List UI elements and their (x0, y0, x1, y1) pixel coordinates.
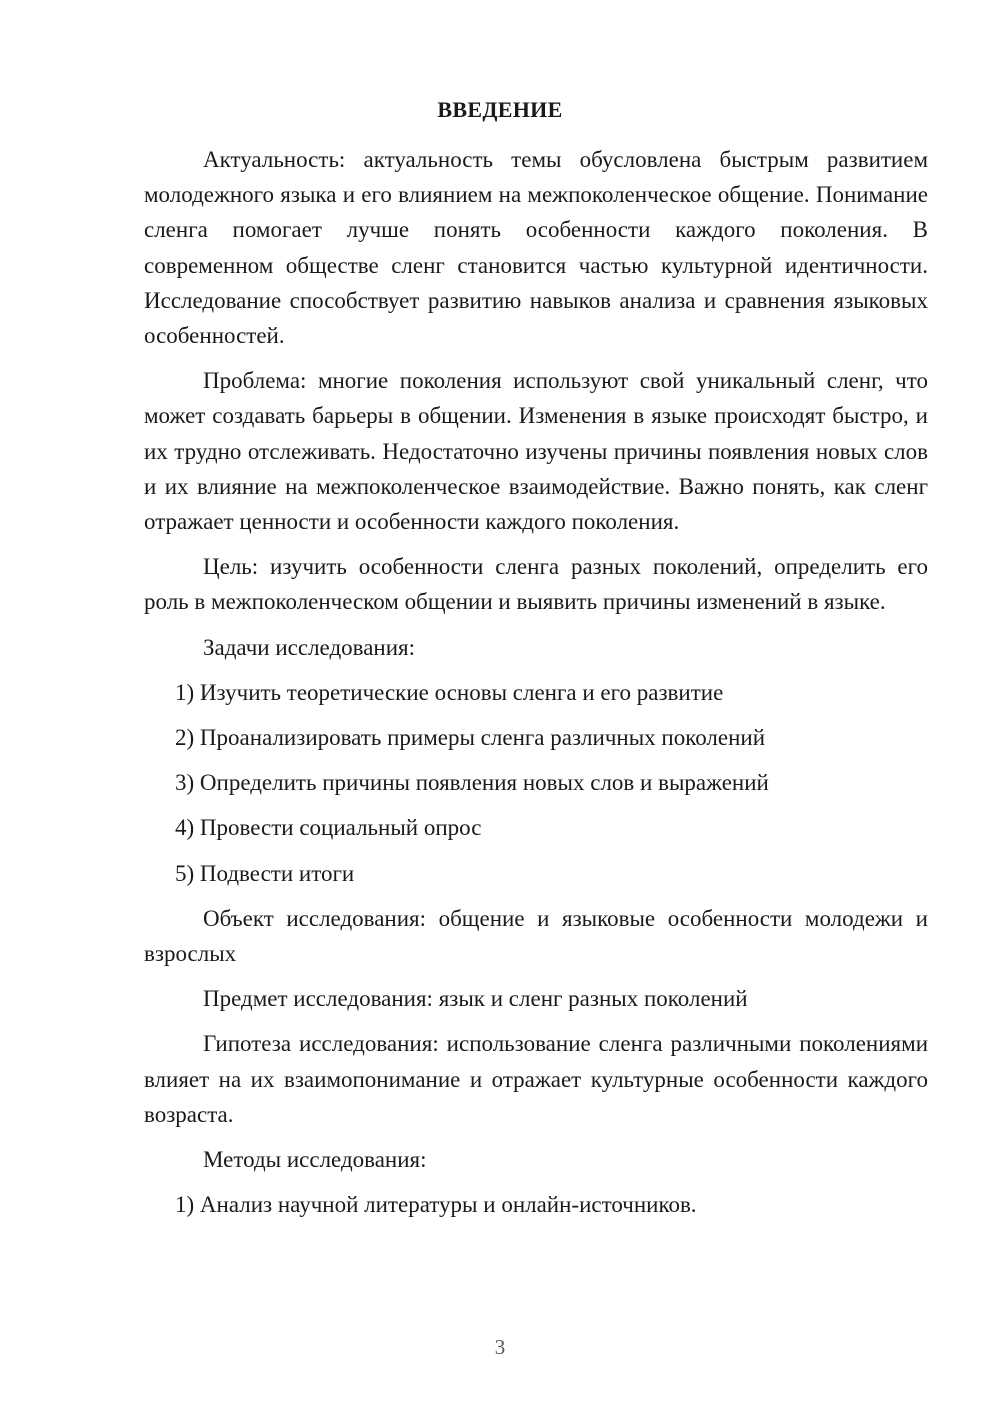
page-number: 3 (494, 1335, 506, 1359)
page-heading: ВВЕДЕНИЕ (437, 97, 563, 122)
tasks-title: Задачи исследования: (203, 634, 416, 660)
task-item: 1) Изучить теоретические основы сленга и его развитие (175, 679, 724, 705)
hypothesis-paragraph: Гипотеза исследования: использование сленга различными поколениями влияет на их взаимопонимание и отражает культурные особенности каждого возраста. (144, 1031, 928, 1127)
object-paragraph: Объект исследования: общение и языковые особенности молодежи и взрослых (144, 905, 928, 967)
relevance-paragraph: Актуальность: актуальность темы обусловлена быстрым развитием молодежного языка и его влиянием на межпоколенческое общение. Понимание сленга помогает лучше понять особенности каждого поколения. В современном обществе сленг становится частью культурной идентичности. Исследование способствует развитию навыков анализа и сравнения языковых особенностей. (144, 147, 928, 349)
tasks-list (144, 675, 928, 891)
methods-list (144, 1187, 928, 1222)
document-body (144, 142, 928, 1232)
goal-paragraph: Цель: изучить особенности сленга разных поколений, определить его роль в межпоколенческом общении и выявить причины изменений в языке. (144, 554, 928, 615)
task-item: 4) Провести социальный опрос (175, 815, 482, 841)
task-item: 2) Проанализировать примеры сленга различных поколений (175, 725, 766, 751)
methods-title: Методы исследования: (203, 1147, 427, 1173)
method-item: 1) Анализ научной литературы и онлайн-источников. (175, 1192, 697, 1218)
task-item: 5) Подвести итоги (175, 860, 355, 886)
problem-paragraph: Проблема: многие поколения используют свой уникальный сленг, что может создавать барьеры в общении. Изменения в языке происходят быстро, и их трудно отслеживать. Недостаточно изучены причины появления новых слов и их влияние на межпоколенческое взаимодействие. Важно понять, как сленг отражает ценности и особенности каждого поколения. (144, 368, 928, 535)
subject-paragraph: Предмет исследования: язык и сленг разных поколений (203, 986, 748, 1012)
task-item: 3) Определить причины появления новых слов и выражений (175, 770, 769, 796)
